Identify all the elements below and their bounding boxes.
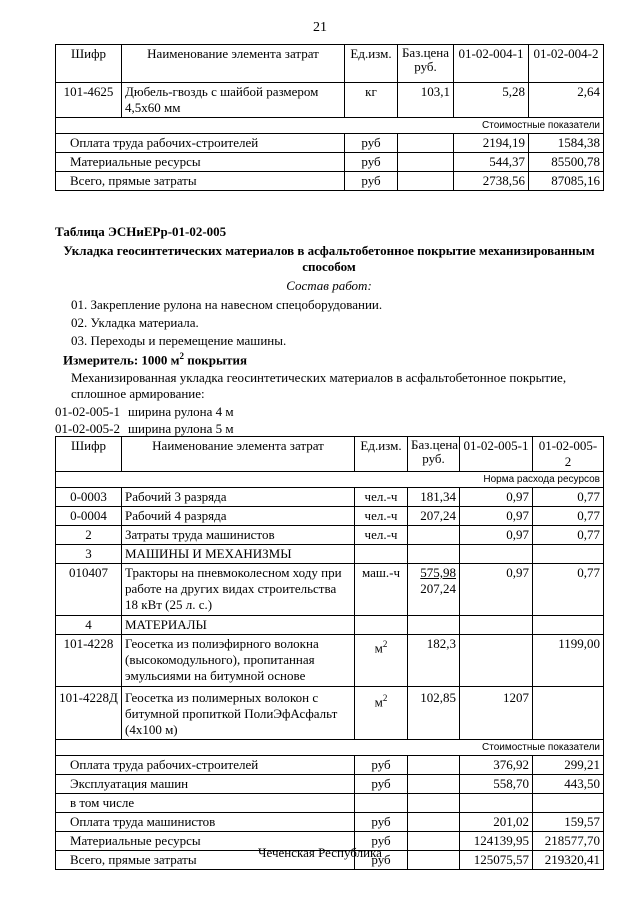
step-2: 02. Укладка материала. — [71, 315, 199, 330]
cell-v1: 0,97 — [460, 507, 533, 526]
summary-v1: 2194,19 — [454, 134, 529, 153]
cell-name: Тракторы на пневмоколесном ходу при работе на других видах строительства 18 кВт (25 л. с.) — [122, 564, 355, 616]
col-header-unit: Ед.изм. — [345, 45, 398, 83]
cell-code: 4 — [56, 616, 122, 635]
cell-v2: 0,77 — [533, 526, 604, 545]
price-bottom: 207,24 — [420, 581, 456, 596]
description-1: Механизированная укладка геосинтетических материалов в асфальтобетонное покрытие, — [71, 370, 567, 385]
cell-code: 3 — [56, 545, 122, 564]
cell-price — [408, 526, 460, 545]
cost-table-2 — [55, 436, 604, 870]
cell-v2: 2,64 — [529, 83, 604, 118]
cell-name: Рабочий 4 разряда — [122, 507, 355, 526]
meter-sup: 2 — [179, 351, 185, 361]
col-header-unit: Ед.изм. — [355, 437, 408, 472]
meter-label: Измеритель: 1000 м — [63, 352, 180, 368]
summary-empty — [398, 172, 454, 191]
col-header-price: Баз.цена руб. — [408, 437, 460, 472]
summary-v1: 201,02 — [460, 813, 533, 832]
cell-price — [408, 564, 460, 616]
cell-v2: 1199,00 — [533, 635, 604, 687]
summary-v1 — [460, 794, 533, 813]
cell-price: 181,34 — [408, 488, 460, 507]
summary-empty — [398, 134, 454, 153]
table-row — [56, 488, 604, 507]
cell-unit: чел.-ч — [355, 488, 408, 507]
cell-v2: 0,77 — [533, 564, 604, 616]
cell-v1: 0,97 — [460, 526, 533, 545]
cell-unit: чел.-ч — [355, 526, 408, 545]
cell-name: Затраты труда машинистов — [122, 526, 355, 545]
cell-empty — [533, 545, 604, 564]
summary-empty — [408, 794, 460, 813]
cell-empty — [355, 616, 408, 635]
summary-empty — [398, 153, 454, 172]
step-3: 03. Переходы и перемещение машины. — [71, 333, 287, 348]
summary-name: в том числе — [56, 794, 355, 813]
table-row — [56, 635, 604, 687]
summary-empty — [408, 756, 460, 775]
cell-price: 182,3 — [408, 635, 460, 687]
step-1: 01. Закрепление рулона на навесном спецоборудовании. — [71, 297, 383, 312]
col-header-price: Баз.цена руб. — [398, 45, 454, 83]
summary-name: Материальные ресурсы — [56, 153, 345, 172]
summary-name: Всего, прямые затраты — [56, 172, 345, 191]
table-subtitle-1: Укладка геосинтетических материалов в асфальтобетонное покрытие механизированным — [63, 243, 595, 258]
norm-label: Норма расхода ресурсов — [56, 472, 604, 488]
table-row — [56, 526, 604, 545]
summary-unit: руб — [345, 153, 398, 172]
summary-unit: руб — [355, 832, 408, 851]
cell-v2: 0,77 — [533, 488, 604, 507]
cost-table-1 — [55, 44, 604, 191]
cell-v1: 5,28 — [454, 83, 529, 118]
section-row — [56, 740, 604, 756]
summary-row — [56, 775, 604, 794]
cell-empty — [460, 616, 533, 635]
summary-v1: 544,37 — [454, 153, 529, 172]
summary-v2: 1584,38 — [529, 134, 604, 153]
cell-v1: 0,97 — [460, 488, 533, 507]
cell-code: 0-0004 — [56, 507, 122, 526]
section-head-row — [56, 616, 604, 635]
summary-row — [56, 153, 604, 172]
section-label: Стоимостные показатели — [56, 740, 604, 756]
price-top: 575,98 — [420, 565, 456, 580]
unit-sup: 2 — [382, 693, 388, 703]
col-header-name: Наименование элемента затрат — [122, 437, 355, 472]
summary-unit: руб — [345, 134, 398, 153]
cell-v1: 0,97 — [460, 564, 533, 616]
summary-v2: 85500,78 — [529, 153, 604, 172]
col-header-code: Шифр — [56, 437, 122, 472]
table-row — [56, 507, 604, 526]
summary-v2 — [533, 794, 604, 813]
cell-code: 2 — [56, 526, 122, 545]
summary-name: Оплата труда машинистов — [56, 813, 355, 832]
variant-text: ширина рулона 5 м — [128, 421, 234, 436]
summary-row — [56, 172, 604, 191]
summary-row — [56, 756, 604, 775]
summary-unit: руб — [355, 851, 408, 870]
cell-empty — [533, 616, 604, 635]
section-label: Стоимостные показатели — [56, 118, 604, 134]
cell-unit — [355, 635, 408, 687]
table-row — [56, 687, 604, 740]
cell-unit: кг — [345, 83, 398, 118]
table-header-row — [56, 45, 604, 83]
summary-v1: 376,92 — [460, 756, 533, 775]
cell-empty — [460, 545, 533, 564]
col-header-v2: 01-02-005-2 — [533, 437, 604, 472]
summary-v2: 443,50 — [533, 775, 604, 794]
summary-empty — [408, 775, 460, 794]
cell-empty — [408, 545, 460, 564]
summary-unit: руб — [355, 775, 408, 794]
summary-unit: руб — [345, 172, 398, 191]
summary-row — [56, 134, 604, 153]
summary-v1: 125075,57 — [460, 851, 533, 870]
cell-unit — [355, 687, 408, 740]
cell-empty — [355, 545, 408, 564]
summary-v2: 299,21 — [533, 756, 604, 775]
col-header-v2: 01-02-004-2 — [529, 45, 604, 83]
table-header-row — [56, 437, 604, 472]
table-row — [56, 83, 604, 118]
cell-name: МАТЕРИАЛЫ — [122, 616, 355, 635]
summary-v1: 558,70 — [460, 775, 533, 794]
variant-text: ширина рулона 4 м — [128, 404, 234, 419]
cell-name: МАШИНЫ И МЕХАНИЗМЫ — [122, 545, 355, 564]
cell-code: 101-4228Д — [56, 687, 122, 740]
summary-unit: руб — [355, 813, 408, 832]
table-row — [56, 564, 604, 616]
cell-name: Геосетка из полимерных волокон с битумной пропиткой ПолиЭфАсфальт (4х100 м) — [122, 687, 355, 740]
unit-text: м — [374, 640, 383, 656]
cell-v1 — [460, 635, 533, 687]
cell-price: 102,85 — [408, 687, 460, 740]
summary-v2: 87085,16 — [529, 172, 604, 191]
variant-code: 01-02-005-2 — [55, 421, 120, 436]
summary-v2: 159,57 — [533, 813, 604, 832]
cell-v2 — [533, 687, 604, 740]
col-header-v1: 01-02-005-1 — [460, 437, 533, 472]
norm-row — [56, 472, 604, 488]
cell-code: 101-4228 — [56, 635, 122, 687]
summary-name: Материальные ресурсы — [56, 832, 355, 851]
summary-empty — [408, 813, 460, 832]
composition-label: Состав работ: — [286, 278, 372, 293]
table-title: Таблица ЭСНиЕРр-01-02-005 — [55, 224, 227, 239]
section-head-row — [56, 545, 604, 564]
meter-suffix: покрытия — [184, 352, 248, 368]
summary-v1: 2738,56 — [454, 172, 529, 191]
variant-code: 01-02-005-1 — [55, 404, 120, 419]
summary-name: Оплата труда рабочих-строителей — [56, 134, 345, 153]
summary-name: Всего, прямые затраты — [56, 851, 355, 870]
cell-unit: маш.-ч — [355, 564, 408, 616]
cell-name: Рабочий 3 разряда — [122, 488, 355, 507]
unit-sup: 2 — [382, 639, 388, 649]
cell-price: 103,1 — [398, 83, 454, 118]
summary-row — [56, 794, 604, 813]
cell-price: 207,24 — [408, 507, 460, 526]
summary-row — [56, 813, 604, 832]
summary-name: Оплата труда рабочих-строителей — [56, 756, 355, 775]
summary-name: Эксплуатация машин — [56, 775, 355, 794]
summary-unit: руб — [355, 756, 408, 775]
summary-v1: 124139,95 — [460, 832, 533, 851]
cell-v1: 1207 — [460, 687, 533, 740]
footer-region: Чеченская Республика — [258, 845, 382, 860]
col-header-name: Наименование элемента затрат — [122, 45, 345, 83]
cell-empty — [408, 616, 460, 635]
summary-v2: 219320,41 — [533, 851, 604, 870]
page-number: 21 — [313, 20, 327, 35]
section-row — [56, 118, 604, 134]
cell-code: 010407 — [56, 564, 122, 616]
meter-line — [63, 351, 247, 368]
cell-code: 101-4625 — [56, 83, 122, 118]
description-2: сплошное армирование: — [71, 386, 205, 401]
cell-name: Геосетка из полиэфирного волокна (высокомодульного), пропитанная эмульсиями на битумной основе — [122, 635, 355, 687]
table-subtitle-2: способом — [302, 259, 356, 274]
cell-unit: чел.-ч — [355, 507, 408, 526]
col-header-v1: 01-02-004-1 — [454, 45, 529, 83]
summary-unit — [355, 794, 408, 813]
unit-text: м — [374, 694, 383, 710]
cell-name: Дюбель-гвоздь с шайбой размером 4,5х60 мм — [122, 83, 345, 118]
cell-v2: 0,77 — [533, 507, 604, 526]
summary-v2: 218577,70 — [533, 832, 604, 851]
col-header-code: Шифр — [56, 45, 122, 83]
cell-code: 0-0003 — [56, 488, 122, 507]
variant-2 — [55, 421, 234, 437]
variant-1 — [55, 404, 234, 420]
